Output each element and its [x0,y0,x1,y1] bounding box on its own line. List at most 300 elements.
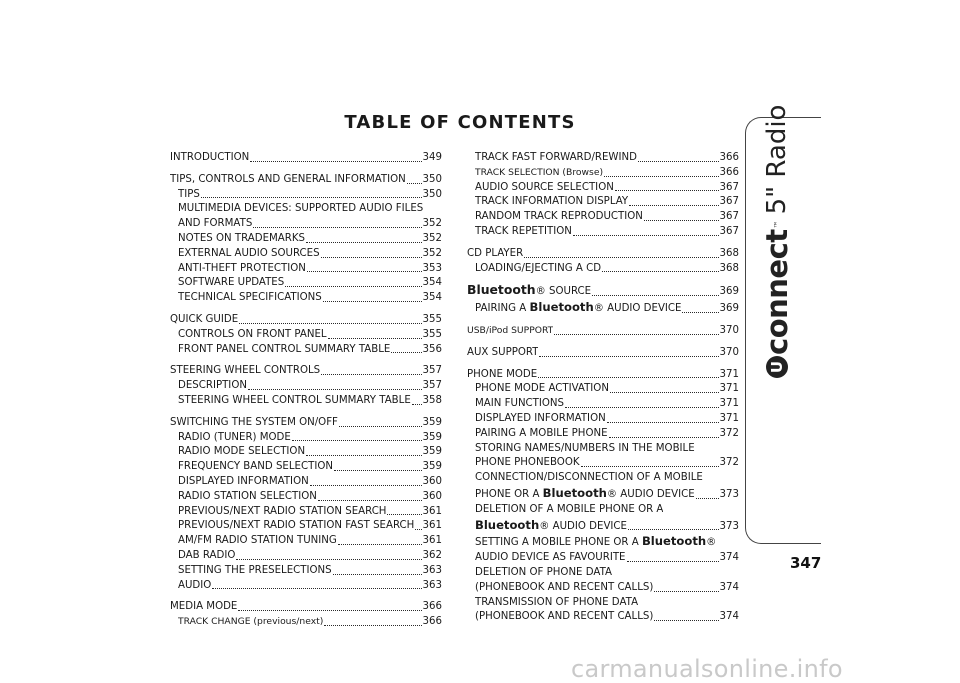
toc-entry-label [178,460,333,475]
toc-entry[interactable] [467,346,739,361]
dot-leader [682,312,718,313]
toc-entry-text: TRACK REPETITION [475,225,572,237]
toc-entry-text: PREVIOUS/NEXT RADIO STATION SEARCH [178,505,387,517]
toc-entry-label [475,610,653,625]
toc-entry-label [475,397,564,412]
toc-section [467,324,739,339]
toc-subentry[interactable] [467,566,739,581]
dot-leader [250,161,421,162]
toc-entry-text: PHONE PHONEBOOK [475,457,580,469]
toc-entry-label [178,247,320,262]
toc-entry-text: (PHONEBOOK AND RECENT CALLS) [475,611,654,623]
page-number: 347 [790,554,822,572]
bluetooth-wordmark: Bluetooth [542,485,607,500]
dot-leader [318,500,422,501]
toc-subentry[interactable] [467,534,739,551]
dot-leader [602,271,718,272]
toc-entry-label [475,534,716,551]
toc-subentry[interactable] [170,490,442,505]
toc-page-number: 350 [422,188,442,200]
dot-leader [654,620,718,621]
toc-entry[interactable] [170,600,442,615]
toc-entry-text: FRONT PANEL CONTROL SUMMARY TABLE [178,343,391,355]
dot-leader [285,286,421,287]
toc-entry-label [178,343,390,358]
toc-page-number: 354 [422,292,442,304]
dot-leader [292,440,422,441]
toc-entry-label [475,486,695,503]
toc-entry-label [467,346,538,361]
toc-subentry[interactable] [467,471,739,486]
toc-page-number: 361 [422,535,442,547]
toc-subentry[interactable] [170,549,442,564]
toc-page-number: 371 [719,398,739,410]
toc-page-number: 369 [719,286,739,298]
toc-page-number: 361 [422,505,442,517]
toc-subentry[interactable] [467,456,739,471]
toc-entry-text: USB/iPod SUPPORT [467,324,554,336]
toc-page-number: 371 [719,383,739,395]
dot-leader [539,356,718,357]
dot-leader [239,323,421,324]
toc-entry-text: RADIO MODE SELECTION [178,446,306,458]
toc-subentry[interactable] [170,564,442,579]
toc-page-number: 352 [422,247,442,259]
toc-entry-text: PAIRING A MOBILE PHONE [475,427,608,439]
toc-page-number: 367 [719,181,739,193]
toc-subentry[interactable] [170,262,442,277]
toc-subentry[interactable] [170,579,442,594]
dot-leader [339,426,422,427]
toc-entry-label [475,262,601,277]
toc-entry-label [178,445,305,460]
toc-entry[interactable] [170,151,442,166]
toc-entry-label [170,151,249,166]
toc-entry-text: TRACK CHANGE (previous/next) [178,616,324,628]
toc-subentry[interactable] [170,217,442,232]
toc-entry-label [467,324,553,339]
toc-entry-label [178,564,332,579]
toc-entry-text: AUDIO [178,579,212,591]
dot-leader [629,205,718,206]
bluetooth-wordmark: Bluetooth [467,283,536,298]
toc-entry-text: AND FORMATS [178,218,253,230]
toc-page-number: 370 [719,346,739,358]
toc-entry-text: TIPS [178,188,200,200]
toc-entry-label [475,551,626,566]
toc-page-number: 349 [422,152,442,163]
toc-entry-label [475,181,614,196]
toc-page-number: 368 [719,247,739,259]
toc-entry-text: TIPS, CONTROLS AND GENERAL INFORMATION [170,173,406,185]
toc-section [467,151,739,240]
toc-page-number: 366 [719,152,739,163]
toc-section [467,283,739,317]
toc-page-number: 361 [422,520,442,532]
toc-page-number: 366 [719,166,739,178]
toc-entry-label [178,379,247,394]
toc-page-number: 362 [422,549,442,561]
toc-entry-label [475,503,663,518]
toc-entry-label [170,600,237,615]
dot-leader [391,352,421,353]
toc-entry[interactable] [467,324,739,339]
toc-subentry[interactable] [467,262,739,277]
toc-entry-label [178,217,252,232]
toc-entry-text: QUICK GUIDE [170,313,239,325]
toc-entry-label [178,394,411,409]
toc-page-number: 353 [422,262,442,274]
toc-subentry[interactable] [467,551,739,566]
toc-entry-label [475,596,638,611]
dot-leader [592,295,718,296]
toc-subentry[interactable] [170,445,442,460]
toc-page-number: 352 [422,232,442,244]
toc-page-number: 371 [719,368,739,380]
toc-entry-text: FREQUENCY BAND SELECTION [178,461,333,473]
brand-name: connect [760,229,794,355]
toc-subentry[interactable] [467,486,739,503]
toc-entry-label [467,283,591,300]
toc-page-number: 350 [422,173,442,185]
dot-leader [253,227,421,228]
toc-entry-text: STEERING WHEEL CONTROL SUMMARY TABLE [178,394,411,406]
toc-subentry[interactable] [467,581,739,596]
toc-entry-text: AUX SUPPORT [467,346,539,358]
dot-leader [387,514,421,515]
dot-leader [627,561,719,562]
toc-page-number: 367 [719,211,739,223]
toc-subentry[interactable] [170,460,442,475]
toc-subentry[interactable] [467,210,739,225]
toc-subentry[interactable] [170,232,442,247]
toc-entry-text: ® AUDIO DEVICE [539,520,627,532]
toc-entry-label [467,247,523,262]
toc-subentry[interactable] [170,505,442,520]
toc-entry-text: DAB RADIO [178,549,236,561]
toc-entry-text: DESCRIPTION [178,380,247,392]
toc-entry-label [178,475,309,490]
toc-entry-label [475,300,681,317]
toc-subentry[interactable] [467,610,739,625]
toc-subentry[interactable] [170,394,442,409]
toc-section [467,368,739,626]
toc-entry-text: ® [706,537,717,549]
toc-page-number: 360 [422,490,442,502]
dot-leader [696,498,719,499]
toc-subentry[interactable] [170,475,442,490]
toc-entry-text: TRACK SELECTION (Browse) [475,166,604,178]
toc-entry-label [170,364,320,379]
toc-subentry[interactable] [467,151,739,166]
toc-entry-label [178,291,322,306]
toc-entry-label [475,412,606,427]
toc-entry-label [178,431,291,446]
toc-page-number: 366 [422,616,442,628]
dot-leader [538,377,718,378]
toc-entry-text: ® AUDIO DEVICE [593,303,682,315]
toc-entry-text: SETTING THE PRESELECTIONS [178,564,332,576]
toc-page-number: 374 [719,611,739,623]
toc-entry-text: PHONE MODE ACTIVATION [475,383,609,395]
toc-page-number: 359 [422,461,442,473]
toc-entry[interactable] [170,173,442,188]
toc-subentry[interactable] [170,276,442,291]
toc-entry[interactable] [467,247,739,262]
toc-entry-text: AUDIO SOURCE SELECTION [475,181,614,193]
toc-entry-text: MEDIA MODE [170,601,238,613]
toc-section [170,313,442,357]
toc-subentry[interactable] [467,397,739,412]
toc-page-number: 374 [719,552,739,564]
toc-page-number: 358 [422,394,442,406]
toc-entry-text: INTRODUCTION [170,152,250,163]
toc-entry-text: MULTIMEDIA DEVICES: SUPPORTED AUDIO FILES [178,203,424,215]
toc-entry-text: AM/FM RADIO STATION TUNING [178,535,337,547]
toc-entry-text: STORING NAMES/NUMBERS IN THE MOBILE [475,442,695,454]
toc-entry-label [170,416,338,431]
toc-page-number: 372 [719,427,739,439]
toc-entry-label [178,490,317,505]
toc-section [170,364,442,408]
toc-subentry[interactable] [467,427,739,442]
toc-entry-label [178,232,305,247]
toc-page-number: 355 [422,313,442,325]
toc-subentry[interactable] [170,519,442,534]
dot-leader [310,485,422,486]
toc-entry-label [467,368,537,383]
toc-entry-text: RANDOM TRACK REPRODUCTION [475,211,643,223]
toc-page-number: 355 [422,328,442,340]
toc-page-number: 370 [719,324,739,336]
toc-subentry[interactable] [467,181,739,196]
toc-subentry[interactable] [170,343,442,358]
dot-leader [607,422,719,423]
dot-leader [307,271,422,272]
toc-entry-text: STEERING WHEEL CONTROLS [170,365,321,377]
toc-entry-label [475,566,612,581]
toc-page-number: 359 [422,416,442,428]
toc-page-number: 373 [719,520,739,532]
toc-section [170,151,442,166]
toc-entry-label [475,151,637,166]
dot-leader [615,190,719,191]
uconnect-brand [760,105,794,378]
toc-left-column [170,151,442,637]
toc-subentry[interactable] [467,412,739,427]
toc-entry-label [178,579,211,594]
toc-section [467,247,739,277]
toc-page-number: 357 [422,380,442,392]
toc-subentry[interactable] [467,166,739,181]
toc-page-number: 363 [422,564,442,576]
toc-entry-label [170,173,406,188]
toc-entry-text: (PHONEBOOK AND RECENT CALLS) [475,581,654,593]
toc-subentry[interactable] [170,431,442,446]
toc-entry-label [475,210,643,225]
toc-page-number: 356 [422,343,442,355]
toc-page-number: 372 [719,457,739,469]
toc-page-number: 368 [719,262,739,274]
dot-leader [324,625,421,626]
toc-entry-label [178,534,337,549]
dot-leader [654,591,718,592]
toc-entry-text: LOADING/EJECTING A CD [475,262,602,274]
dot-leader [236,559,421,560]
toc-entry-text: TRACK FAST FORWARD/REWIND [475,152,637,163]
toc-subentry[interactable] [467,382,739,397]
toc-entry[interactable] [170,313,442,328]
uconnect-logo-icon: U [766,356,788,378]
toc-subentry[interactable] [467,442,739,457]
dot-leader [321,257,422,258]
bluetooth-wordmark: Bluetooth [475,517,540,532]
toc-entry-text: SOFTWARE UPDATES [178,277,285,289]
toc-entry[interactable] [170,416,442,431]
toc-page-number: 359 [422,446,442,458]
page-title: TABLE OF CONTENTS [344,112,576,133]
toc-entry-text: DELETION OF PHONE DATA [475,566,612,578]
toc-entry-label [475,518,627,535]
toc-entry-text: CONTROLS ON FRONT PANEL [178,328,327,340]
toc-entry-label [475,225,572,240]
toc-subentry[interactable] [170,247,442,262]
toc-page-number: 363 [422,579,442,591]
toc-entry-label [178,549,235,564]
toc-entry-text: RADIO STATION SELECTION [178,490,317,502]
toc-entry-text: SWITCHING THE SYSTEM ON/OFF [170,416,338,428]
toc-page-number: 360 [422,475,442,487]
dot-leader [573,235,719,236]
toc-page-number: 354 [422,277,442,289]
toc-entry-label [475,195,628,210]
toc-entry-label [475,471,703,486]
dot-leader [638,161,719,162]
dot-leader [554,334,718,335]
dot-leader [610,392,719,393]
toc-entry-label [475,581,653,596]
toc-section [170,600,442,630]
toc-section [467,346,739,361]
toc-entry-text: TECHNICAL SPECIFICATIONS [178,292,322,304]
toc-entry-label [178,328,327,343]
toc-page-number: 367 [719,225,739,237]
bluetooth-wordmark: Bluetooth [641,534,707,549]
dot-leader [306,455,421,456]
toc-entry-text: DELETION OF A MOBILE PHONE OR A [475,503,664,515]
toc-page-number: 373 [719,488,739,500]
dot-leader [306,242,422,243]
dot-leader [644,220,719,221]
dot-leader [212,588,421,589]
toc-right-column [467,151,739,632]
toc-subentry[interactable] [170,379,442,394]
toc-entry-label [475,427,608,442]
toc-entry-text: CONNECTION/DISCONNECTION OF A MOBILE [475,472,703,484]
toc-entry-label [475,166,603,181]
toc-entry-label [475,456,580,471]
toc-entry-label [178,276,284,291]
toc-entry-text: PHONE MODE [467,368,538,380]
dot-leader [609,437,719,438]
toc-entry-text: NOTES ON TRADEMARKS [178,232,306,244]
dot-leader [565,407,719,408]
toc-subentry[interactable] [467,596,739,611]
toc-entry-text: AUDIO DEVICE AS FAVOURITE [475,552,626,564]
dot-leader [628,529,719,530]
dot-leader [238,610,421,611]
toc-entry-label [178,505,386,520]
toc-page-number: 359 [422,431,442,443]
toc-page-number: 371 [719,412,739,424]
toc-entry-text: SETTING A MOBILE PHONE OR A [475,537,642,549]
toc-subentry[interactable] [170,291,442,306]
toc-entry-text: ® AUDIO DEVICE [606,488,695,500]
toc-subentry[interactable] [170,188,442,203]
toc-entry-label [178,262,306,277]
toc-page-number: 366 [422,601,442,613]
toc-entry-text: TRACK INFORMATION DISPLAY [475,196,629,208]
toc-subentry[interactable] [467,225,739,240]
bluetooth-wordmark: Bluetooth [529,300,594,315]
toc-entry-text: EXTERNAL AUDIO SOURCES [178,247,320,259]
toc-entry-text: ® SOURCE [535,286,592,298]
toc-entry-label [178,188,200,203]
dot-leader [604,176,718,177]
toc-subentry[interactable] [170,534,442,549]
toc-entry-label [178,615,323,630]
toc-entry-text: RADIO (TUNER) MODE [178,431,291,443]
radio-model: 5" Radio [762,104,792,215]
toc-page-number: 374 [719,581,739,593]
dot-leader [334,470,422,471]
dot-leader [412,404,422,405]
dot-leader [328,338,422,339]
toc-subentry[interactable] [467,195,739,210]
toc-entry-label [178,519,414,534]
toc-section [170,416,442,594]
toc-subentry[interactable] [467,300,739,317]
toc-entry-text: DISPLAYED INFORMATION [178,475,309,487]
dot-leader [333,574,422,575]
dot-leader [415,529,421,530]
toc-entry-label [475,442,695,457]
toc-subentry[interactable] [467,518,739,535]
toc-entry-label [475,382,609,397]
toc-entry-text: PAIRING A [475,303,530,315]
toc-entry-text: TRANSMISSION OF PHONE DATA [475,596,639,608]
watermark: carmanualsonline.info [571,655,843,683]
toc-section [170,173,442,306]
toc-subentry[interactable] [467,503,739,518]
toc-entry-text: MAIN FUNCTIONS [475,398,565,410]
dot-leader [321,374,421,375]
toc-page-number: 352 [422,218,442,230]
toc-page-number: 357 [422,365,442,377]
toc-entry-text: PREVIOUS/NEXT RADIO STATION FAST SEARCH [178,520,415,532]
toc-subentry[interactable] [170,615,442,630]
dot-leader [201,197,422,198]
dot-leader [581,466,719,467]
dot-leader [338,544,422,545]
dot-leader [524,257,718,258]
toc-entry[interactable] [170,364,442,379]
dot-leader [248,389,422,390]
toc-entry[interactable] [467,283,739,300]
toc-subentry[interactable] [170,202,442,217]
toc-subentry[interactable] [170,328,442,343]
toc-entry[interactable] [467,368,739,383]
